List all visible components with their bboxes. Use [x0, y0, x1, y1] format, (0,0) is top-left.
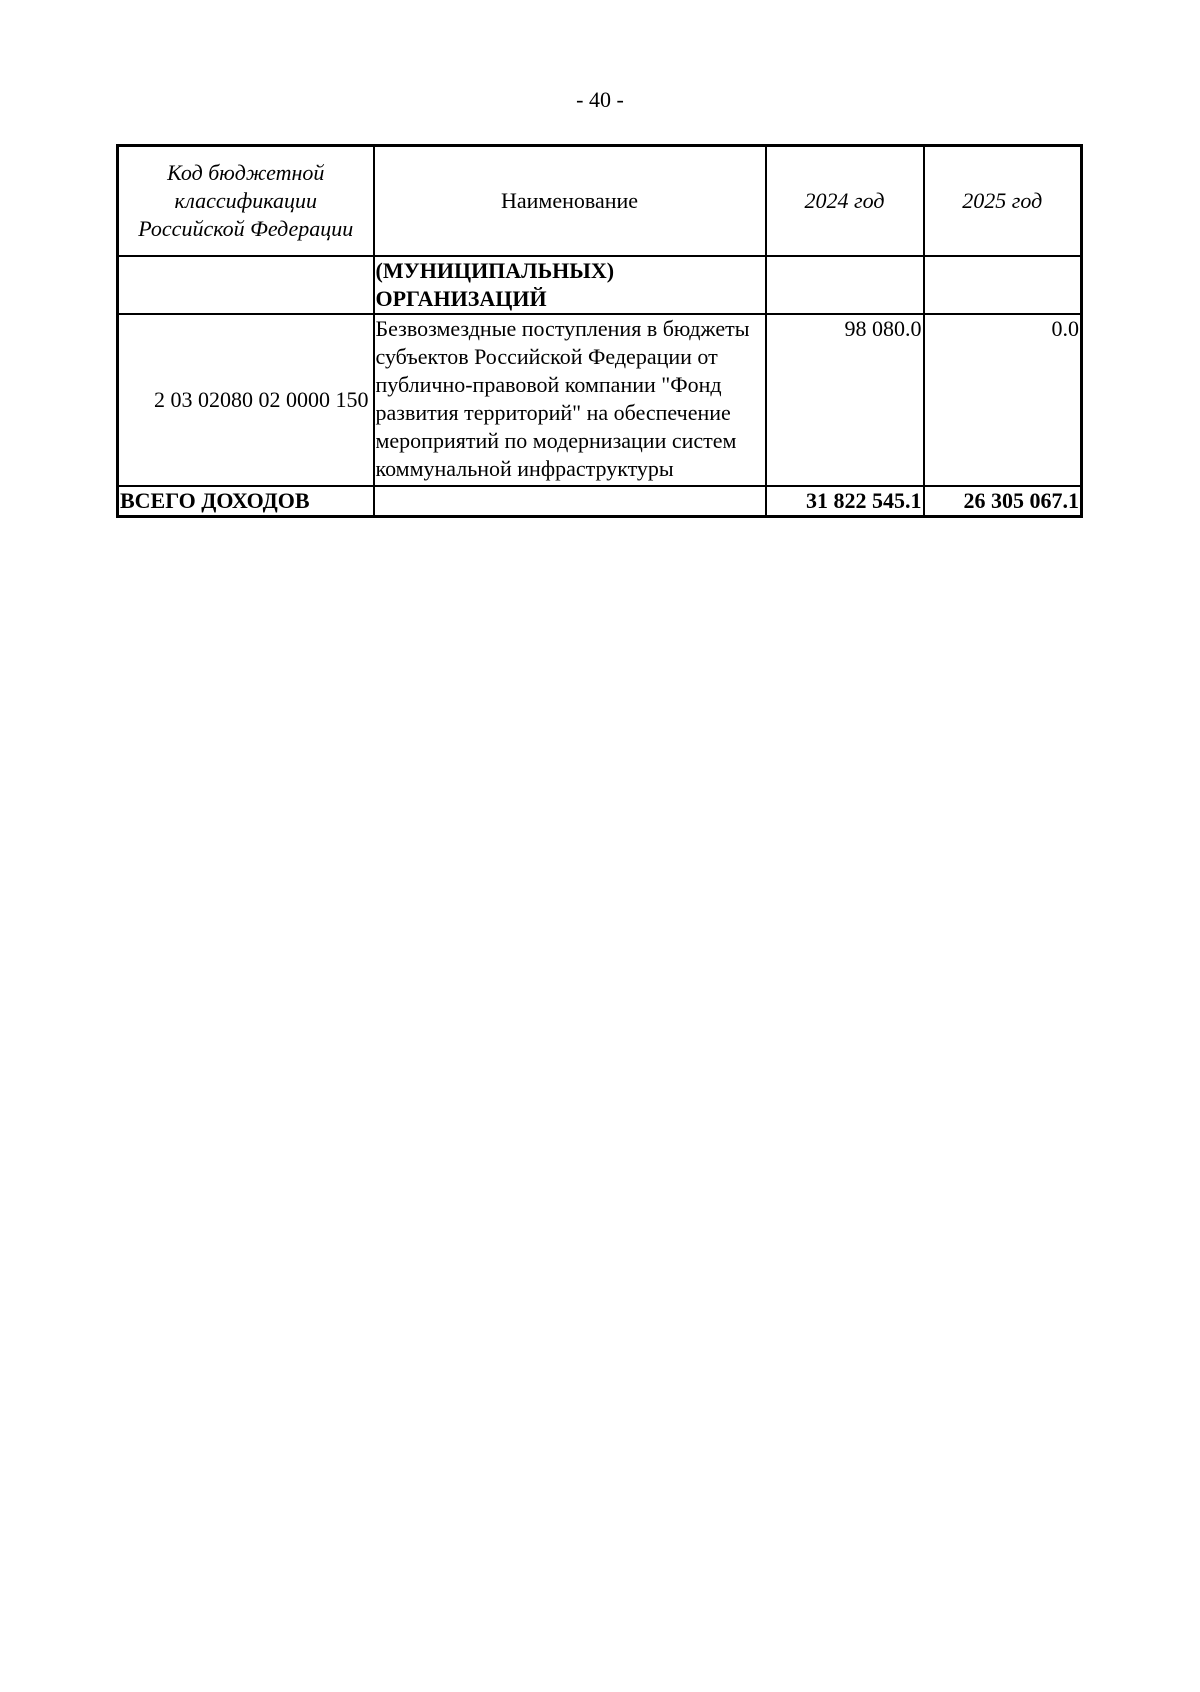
total-value-2025: 26 305 067.1 — [924, 486, 1082, 517]
total-row — [118, 486, 1082, 517]
header-year-2025: 2025 год — [924, 146, 1082, 257]
row-value-2025: 0.0 — [924, 314, 1082, 486]
row-code: 2 03 02080 02 0000 150 — [118, 314, 374, 486]
revenue-table — [116, 144, 1083, 518]
header-name: Наименование — [374, 146, 766, 257]
header-year-2024: 2024 год — [766, 146, 924, 257]
table-row — [118, 314, 1082, 486]
table-row — [118, 256, 1082, 314]
row-name: Безвозмездные поступления в бюджеты субъектов Российской Федерации от публично-правовой компании "Фонд развития территорий" на обеспечение мероприятий по модернизации систем коммунальной инфраструктуры — [374, 314, 766, 486]
row-value-2024: 98 080.0 — [766, 314, 924, 486]
total-value-2024: 31 822 545.1 — [766, 486, 924, 517]
row-code — [118, 256, 374, 314]
row-name: (МУНИЦИПАЛЬНЫХ) ОРГАНИЗАЦИЙ — [374, 256, 766, 314]
page-number: - 40 - — [576, 87, 624, 112]
total-name — [374, 486, 766, 517]
total-label: ВСЕГО ДОХОДОВ — [118, 486, 374, 517]
row-value-2024 — [766, 256, 924, 314]
row-value-2025 — [924, 256, 1082, 314]
header-code: Код бюджетной классификации Российской Федерации — [118, 146, 374, 257]
table-header-row — [118, 146, 1082, 257]
